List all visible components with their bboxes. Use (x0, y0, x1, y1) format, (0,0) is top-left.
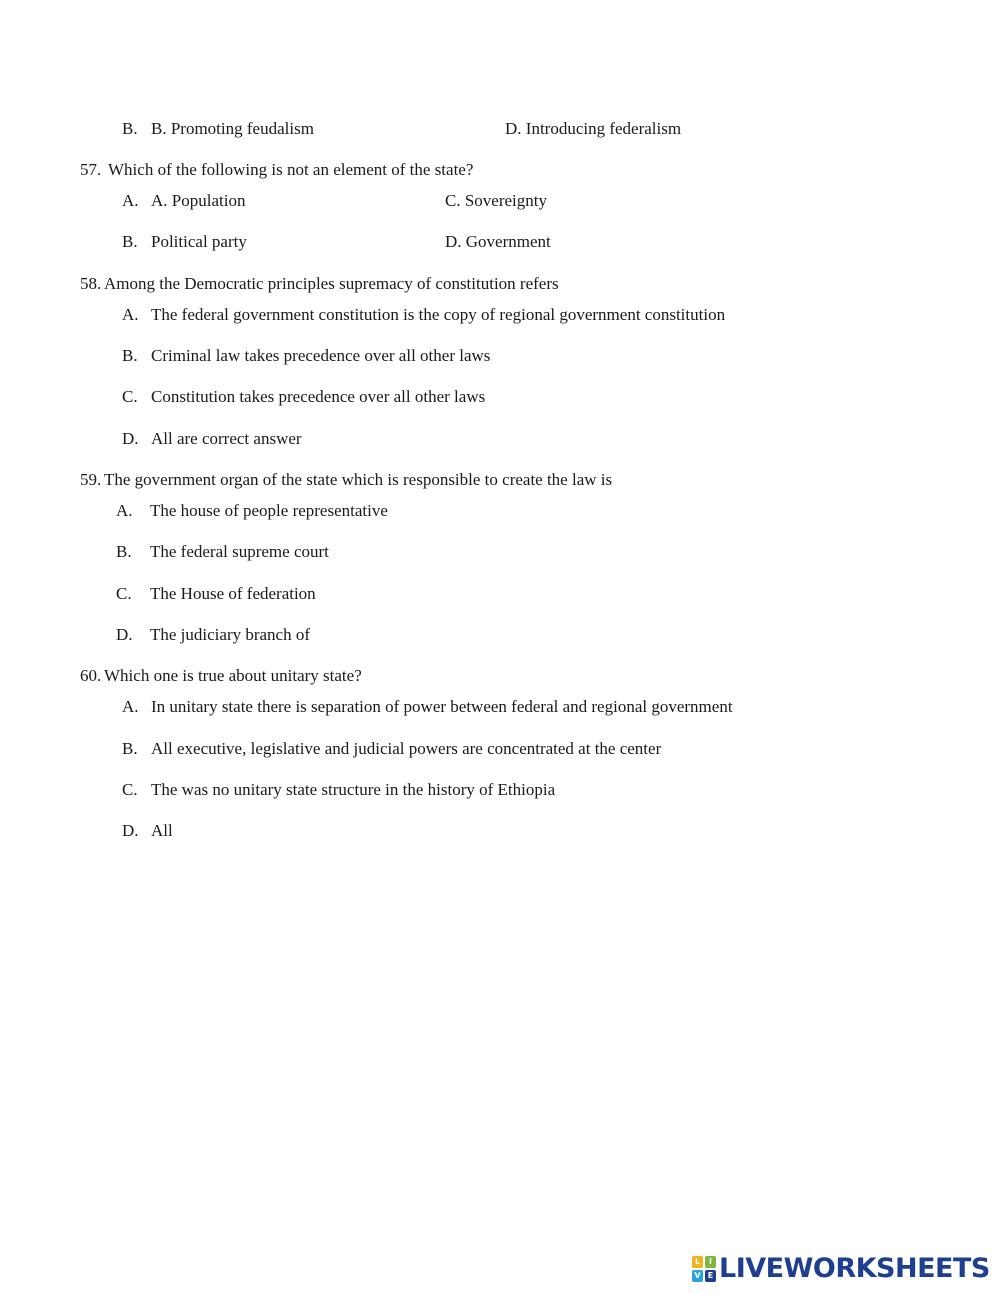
q58-question: Among the Democratic principles supremacy of constitution refers (104, 274, 559, 293)
q59-option-b-letter: B. (116, 542, 132, 561)
q60-option-b[interactable]: All executive, legislative and judicial powers are concentrated at the center (151, 739, 662, 758)
q60-option-a[interactable]: In unitary state there is separation of power between federal and regional government (151, 697, 733, 716)
q60-option-c-letter: C. (122, 780, 138, 799)
q58-option-c[interactable]: Constitution takes precedence over all other laws (151, 387, 486, 406)
q60-number: 60. (80, 666, 102, 685)
q60-option-a-letter: A. (122, 697, 139, 716)
q59-number: 59. (80, 470, 102, 489)
q59-option-b[interactable]: The federal supreme court (150, 542, 329, 561)
q58-number: 58. (80, 274, 102, 293)
q58-option-b[interactable]: Criminal law takes precedence over all other laws (151, 346, 491, 365)
q58-option-b-letter: B. (122, 346, 138, 365)
q58-option-d-letter: D. (122, 429, 139, 448)
q59-question: The government organ of the state which is responsible to create the law is (104, 470, 613, 489)
q60-option-c[interactable]: The was no unitary state structure in the history of Ethiopia (151, 780, 556, 799)
q59-option-d[interactable]: The judiciary branch of (150, 625, 311, 644)
q59-option-d-letter: D. (116, 625, 133, 644)
live-blocks-icon (692, 1256, 716, 1282)
liveworksheets-logo (692, 1254, 990, 1284)
q60-option-b-letter: B. (122, 739, 138, 758)
q57-option-b-letter: B. (122, 232, 138, 251)
q59-option-c-letter: C. (116, 584, 132, 603)
q56-option-b-letter: B. (122, 119, 138, 138)
logo-block-v: V (692, 1270, 703, 1282)
q59-option-a-letter: A. (116, 501, 133, 520)
q56-option-b[interactable]: B. Promoting feudalism (151, 119, 314, 138)
q58-option-c-letter: C. (122, 387, 138, 406)
q57-option-d[interactable]: D. Government (445, 232, 551, 251)
logo-block-l: L (692, 1256, 703, 1268)
q57-option-a-letter: A. (122, 191, 139, 210)
q59-option-a[interactable]: The house of people representative (150, 501, 388, 520)
q58-option-d[interactable]: All are correct answer (151, 429, 302, 448)
q57-option-a[interactable]: A. Population (151, 191, 246, 210)
logo-text: LIVEWORKSHEETS (719, 1253, 990, 1284)
logo-block-e: E (705, 1270, 716, 1282)
q58-option-a-letter: A. (122, 305, 139, 324)
q57-option-b[interactable]: Political party (151, 232, 247, 251)
q58-option-a[interactable]: The federal government constitution is the copy of regional government constitution (151, 305, 726, 324)
q57-number: 57. (80, 160, 102, 179)
q57-option-c[interactable]: C. Sovereignty (445, 191, 547, 210)
q59-option-c[interactable]: The House of federation (150, 584, 316, 603)
logo-block-i: I (705, 1256, 716, 1268)
q57-question: Which of the following is not an element of the state? (108, 160, 474, 179)
q60-option-d[interactable]: All (151, 821, 173, 840)
q60-question: Which one is true about unitary state? (104, 666, 362, 685)
q56-option-d[interactable]: D. Introducing federalism (505, 119, 682, 138)
q60-option-d-letter: D. (122, 821, 139, 840)
